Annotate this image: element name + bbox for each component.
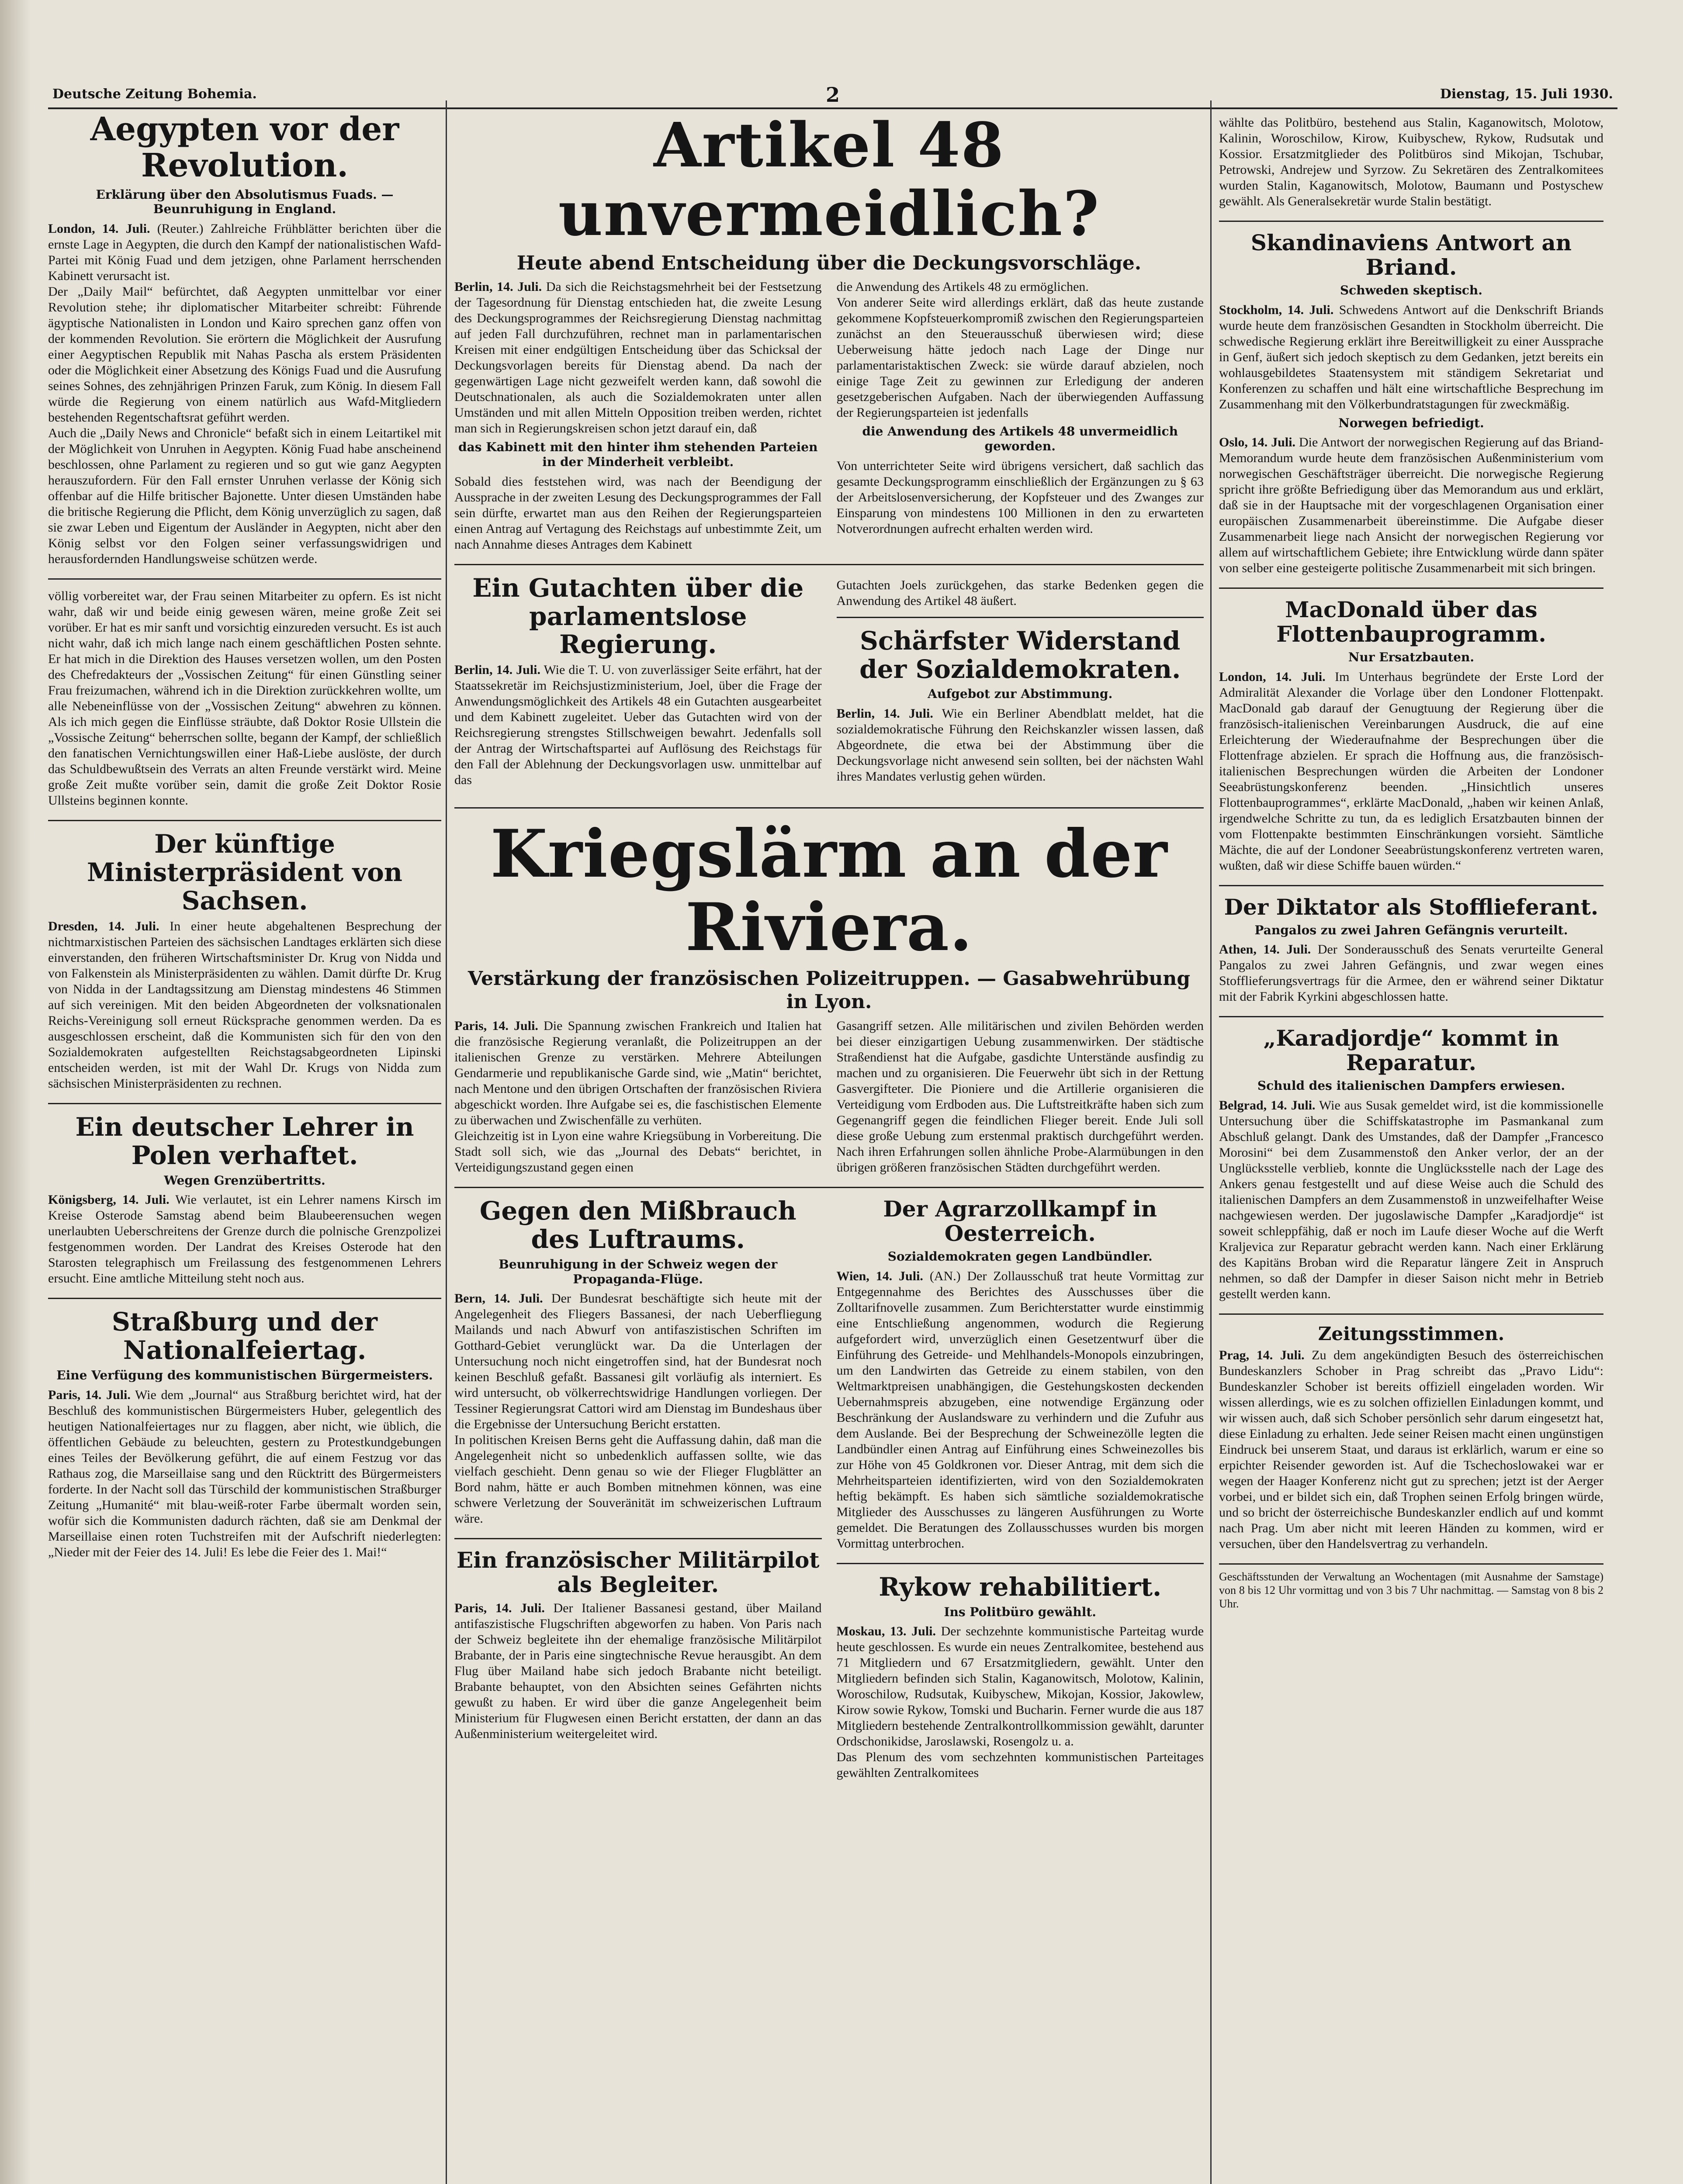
dateline: Berlin, 14. Juli. xyxy=(836,706,933,721)
paragraph: Der „Daily Mail“ befürchtet, daß Aegypten unmittelbar vor einer Revolution stehe; ihr diplomatischer Mitarbeiter schreibt: Führende ägyptische Nationalisten in London und Kairo sprechen ganz offen von der kommenden Revolution. Sie erörtern die Möglichkeit der Ausrufung einer Aegyptischen Republik mit Nahas Pascha als erstem Präsidenten oder die Möglichkeit einer Absetzung des Königs Fuad und die Ausrufung seines Sohnes, des zehnjährigen Prinzen Faruk, zum König. In diesem Fall würde die Regierung von einem natürlich aus Wafd-Mitgliedern bestehenden Regentschaftsrat geführt werden. xyxy=(48,284,441,425)
headline: Der Diktator als Stofflieferant. xyxy=(1224,894,1599,920)
headline: Zeitungsstimmen. xyxy=(1318,1323,1505,1344)
article-gutachten xyxy=(454,574,822,788)
paragraph: (Reuter.) Zahlreiche Frühblätter berichten über die ernste Lage in Aegypten, die durch den Kampf der nationalistischen Wafd-Partei mit König Fuad und dem jetzigen, ohne Parlament herrschenden Kabinett verursacht ist. xyxy=(48,221,441,283)
paragraph: Sobald dies feststehen wird, was nach der Beendigung der Aussprache in der zweiten Lesung des Deckungsprogrammes der Fall sein dürfte, erwartet man aus den Reihen der Regierungsparteien einen Antrag auf Vertagung des Reichstags auf unbestimmte Zeit, um nach Annahme dieses Antrages dem Kabinett xyxy=(454,474,822,552)
paragraph: (AN.) Der Zollausschuß trat heute Vormittag zur Entgegennahme des Berichtes des Ausschusses über die Zolltarifnovelle zusammen. Zum Berichterstatter wurde einstimmig eine Entschließung angenommen, wodurch die Regierung aufgefordert wird, unverzüglich einen Gesetzentwurf über die Einführung des Getreide- und Mehlhandels-Monopols einzubringen, um den Landwirten das Getreide zu einem stabilen, von den Weltmarktpreisen unabhängigen, die Gestehungskosten deckenden Uebernahmspreis abzugeben, eine notwendige Ergänzung oder Beschränkung der Auslandsware zu verhindern und die Zufuhr aus dem Auslande. Bei der Besprechung der Schweinezölle legten die Landbündler einen Antrag auf Einführung eines Schweinezolles bis zur Höhe von 45 Goldkronen vor. Dieser Antrag, mit dem sich die Mehrheitsparteien identifizierten, wird von den Sozialdemokraten heftig bekämpft. Es haben sich sämtliche sozialdemokratische Mitglieder des Ausschusses zu längeren Ausführungen zu Worte gemeldet. Die Beratungen des Zollausschusses wurden bis morgen Vormittag unterbrochen. xyxy=(836,1268,1204,1551)
paragraph: Wie dem „Journal“ aus Straßburg berichtet wird, hat der Beschluß des kommunistischen Bürgermeisters Huber, gelegentlich des heutigen Nationalfeiertages nur zu flaggen, aber nicht, wie üblich, die öffentlichen Gebäude zu beleuchten, gestern zu Protestkundgebungen eines Teiles der Bevölkerung geführt, die auf einem Festzug vor das Rathaus zog, die Marseillaise sang und den Rücktritt des Bürgermeisters forderte. In der Nacht soll das Türschild der kommunistischen Straßburger Zeitung „Humanité“ mit blau-weiß-roter Farbe übermalt worden sein, wofür sich die Kommunisten dadurch rächten, daß sie am Denkmal der Marseillaise einen roten Tuchstreifen mit der Aufschrift niederlegten: „Nieder mit der Feier des 14. Juli! Es lebe die Feier des 1. Mai!“ xyxy=(48,1387,441,1559)
paragraph: In einer heute abgehaltenen Besprechung der nichtmarxistischen Parteien des sächsischen Landtages erklärten sich diese einverstanden, den früheren Wirtschaftsminister Dr. Krug von Nidda und von Falkenstein als Ministerpräsidenten zu wählen. Damit dürfte Dr. Krug von Nidda in der Landtagssitzung am Dienstag mindestens 46 Stimmen auf sich vereinigen. Mit den beiden Abgeordneten der volksnationalen Reichs-Vereinigung soll erneut Rücksprache genommen werden. Da es ausgeschlossen erscheint, daß die Kommunisten sich für den von den Sozialdemokraten aufgestellten Reichstagsabgeordneten Lipinski entscheiden werden, ist mit der Wahl Dr. Krugs von Nidda zum sächsischen Ministerpräsidenten zu rechnen. xyxy=(48,919,441,1091)
paragraph: Der Italiener Bassanesi gestand, über Mailand antifaszistische Flugschriften abgeworfen zu haben. Von Paris nach der Schweiz begleitete ihn der ehemalige französische Militärpilot Brabante, der in Paris eine singtechnische Revue herausgibt. An dem Flug über Mailand habe sich jedoch Brabante nicht beteiligt. Brabante behauptet, von den Absichten seines Gefährten nichts gewußt zu haben. Er wird über die ganze Angelegenheit beim Ministerium für Flugwesen einen Bericht erstatten, der dann an das Außenministerium weitergeleitet wird. xyxy=(454,1601,822,1742)
article-zeitungsstimmen xyxy=(1219,1324,1603,1552)
divider xyxy=(454,1187,1204,1188)
subheadline: Erklärung über den Absolutismus Fuads. — Beunruhigung in England. xyxy=(96,187,394,217)
article-luftraum xyxy=(454,1197,822,1527)
article-riviera xyxy=(454,817,1204,1175)
page-edge-shadow xyxy=(0,0,31,2184)
headline: Straßburg und der Nationalfeiertag. xyxy=(111,1307,377,1365)
article-sozi xyxy=(837,574,1204,788)
paragraph: Der Sonderausschuß des Senats verurteilte General Pangalos zu zwei Jahren Gefängnis, und zwar wegen eines Stofflieferungsvertrags für die Armee, den er während seiner Diktatur mit der Fabrik Kyrkini abgeschlossen hatte. xyxy=(1219,942,1603,1004)
article-strassburg xyxy=(48,1308,441,1560)
divider xyxy=(837,617,1204,618)
paragraph: Gasangriff setzen. Alle militärischen und zivilen Behörden werden bei dieser einzigartigen Uebung zusammenwirken. Der städtische Straßendienst hat die Aufgabe, gasdichte Unterstände ausfindig zu machen und zu organisieren. Die Feuerwehr übt sich in der Rettung Gasvergifteter. Die Pioniere und die Artillerie organisieren die Verteidigung vom Erdboden aus. Die Luftstreitkräfte haben sich zum Gegenangriff gegen die feindlichen Flieger bereit. Ende Juli soll diese große Uebung zum erstenmal praktisch durchgeführt werden. Nach ihren Erfahrungen sollen ähnliche Probe-Alarmübungen in den übrigen größeren französischen Städten durchgeführt werden. xyxy=(836,1019,1204,1175)
paper-name: Deutsche Zeitung Bohemia. xyxy=(52,86,257,102)
paragraph: Wie die T. U. von zuverlässiger Seite erfährt, hat der Staatssekretär im Reichsjustizministerium, Joel, über die Frage der Anwendungsmöglichkeit des Artikels 48 ein Gutachten ausgearbeitet und dem Kabinett zugeleitet. Ueber das Gutachten wird von der Reichsregierung strengstes Stillschweigen bewahrt. Jedenfalls soll der Antrag der Wirtschaftspartei auf Auflösung des Reichstags für den Fall der Ablehnung der Deckungsvorlagen usw. unmittelbar auf das xyxy=(454,663,822,788)
subheadline: Nur Ersatzbauten. xyxy=(1348,650,1475,665)
headline: Ein französischer Militärpilot als Begleiter. xyxy=(457,1547,820,1598)
dateline: Berlin, 14. Juli. xyxy=(454,280,542,294)
article-militaerpilot xyxy=(454,1548,822,1742)
subheadline: Verstärkung der französischen Polizeitruppen. — Gasabwehrübung in Lyon. xyxy=(468,968,1191,1013)
article-sachsen xyxy=(48,830,441,1092)
headline: Gegen den Mißbrauch des Luftraums. xyxy=(479,1196,796,1254)
headline: „Karadjordje“ kommt in Reparatur. xyxy=(1263,1025,1559,1076)
article-rykow xyxy=(837,1573,1204,1781)
divider xyxy=(837,1563,1204,1564)
article-diktator xyxy=(1219,895,1603,1005)
subheadline: Sozialdemokraten gegen Landbündler. xyxy=(887,1249,1153,1264)
bold-statement: die Anwendung des Artikels 48 unvermeidlich geworden. xyxy=(862,424,1178,453)
headline: Ein Gutachten über die parlamentslose Regierung. xyxy=(472,573,804,660)
column-rule xyxy=(446,100,447,2184)
paragraph: Da sich die Reichstagsmehrheit bei der Festsetzung der Tagesordnung für Dienstag entschieden hat, die zweite Lesung des Deckungsprogrammes der Reichsregierung Dienstag nachmittag auf jeden Fall durchzuführen, rechnet man in parlamentarischen Kreisen mit einer endgültigen Entscheidung über das Schicksal der Deckungsvorlagen bereits für Dienstag abend. Da nach der gegenwärtigen Lage nicht gezweifelt werden kann, daß sowohl die Deutschnationalen, als auch die Sozialdemokraten unter allen Umständen und mit allen Mitteln Opposition treiben werden, richtet man sich in Regierungskreisen schon jetzt darauf ein, daß xyxy=(454,280,822,436)
subheadline: Beunruhigung in der Schweiz wegen der Propaganda-Flüge. xyxy=(499,1257,778,1286)
dateline: Berlin, 14. Juli. xyxy=(454,663,540,677)
subheadline: Wegen Grenzübertritts. xyxy=(164,1173,326,1188)
paragraph: Von unterrichteter Seite wird übrigens versichert, daß sachlich das gesamte Deckungsprogramm einschließlich der Ergänzungen zu § 63 der Arbeitslosenversicherung, der Kopfsteuer und des Zwanges zur Einsparung von mindestens 100 Millionen in den zu erwarteten Notverordnungen aufrecht erhalten werden wird. xyxy=(836,458,1204,536)
headline: Aegypten vor der Revolution. xyxy=(90,111,399,184)
headline: Schärfster Widerstand der Sozialdemokraten. xyxy=(859,625,1181,684)
subheadline: Heute abend Entscheidung über die Deckungsvorschläge. xyxy=(516,252,1142,274)
column-right xyxy=(1219,111,1603,2184)
divider xyxy=(48,578,441,580)
headline: MacDonald über das Flottenbauprogramm. xyxy=(1276,597,1546,647)
dateline: Bern, 14. Juli. xyxy=(454,1291,543,1306)
divider xyxy=(48,1103,441,1104)
paragraph: Die Spannung zwischen Frankreich und Italien hat die französische Regierung veranlaßt, die Polizeitruppen an der italienischen Grenze zu verstärken. Mehrere Abteilungen Gendarmerie und republikanische Garde sind, wie „Matin“ berichtet, nach Mentone und den übrigen Ortschaften der französischen Riviera abgeschickt worden. Ihre Aufgabe sei es, die faschistischen Elemente zu überwachen und Zwischenfälle zu verhüten. xyxy=(454,1019,822,1128)
dateline: Moskau, 13. Juli. xyxy=(836,1624,936,1639)
dateline: London, 14. Juli. xyxy=(1219,669,1326,684)
column-center xyxy=(454,111,1204,2184)
divider xyxy=(1219,1313,1603,1315)
paragraph: Wie ein Berliner Abendblatt meldet, hat die sozialdemokratische Führung den Reichskanzler wissen lassen, daß Abgeordnete, die etwa bei der Abstimmung über die Deckungsvorlage nicht anwesend sein sollten, bei der nächsten Wahl ihres Mandates verlustig gehen würden. xyxy=(836,706,1204,784)
paragraph: Gutachten Joels zurückgehen, das starke Bedenken gegen die Anwendung des Artikel 48 äußert. xyxy=(836,577,1204,608)
subheadline: Pangalos zu zwei Jahren Gefängnis verurteilt. xyxy=(1254,923,1568,937)
paragraph: Auch die „Daily News and Chronicle“ befaßt sich in einem Leitartikel mit der Möglichkeit von Unruhen in Aegypten. König Fuad habe anscheinend beschlossen, ohne Parlament zu regieren und so gut wie ganz Aegypten herauszufordern. Für den Fall ernster Unruhen verlasse der König sich offenbar auf die Hilfe britischer Bajonette. Unter diesen Umständen habe die britische Regierung die Pflicht, dem König unverzüglich zu sagen, daß sie zwar Leben und Eigentum der Ausländer in Aegypten, nicht aber den König selbst vor den Folgen seiner verfassungswidrigen und herausfordernden Handlungsweise schützen werde. xyxy=(48,425,441,566)
divider xyxy=(1219,221,1603,222)
column-left xyxy=(48,111,441,2184)
dateline: Paris, 14. Juli. xyxy=(48,1387,131,1402)
paragraph: Der sechzehnte kommunistische Parteitag wurde heute geschlossen. Es wurde ein neues Zentralkomitee, bestehend aus 71 Mitgliedern und 67 Ersatzmitgliedern, gewählt. Unter den Mitgliedern befinden sich Stalin, Kaganowitsch, Molotow, Kalinin, Woroschilow, Rudsutak, Kuibyschew, Mikojan, Kossior, Jakowlew, Kirow sowie Rykow, Tomski und Bucharin. Ferner wurde die aus 187 Mitgliedern bestehende Zentralkontrollkommission gewählt, darunter Ordschonikidse, Jaroslawski, Rosengolz u. a. xyxy=(836,1624,1204,1749)
bold-statement: das Kabinett mit den hinter ihm stehenden Parteien in der Minderheit verbleibt. xyxy=(458,440,818,469)
divider xyxy=(454,564,1204,565)
row-lower-center xyxy=(454,1197,1204,1792)
article-politbuero-continuation xyxy=(1219,115,1603,209)
dateline: Prag, 14. Juli. xyxy=(1219,1348,1305,1362)
page-header xyxy=(48,83,1617,109)
paragraph: Das Plenum des vom sechzehnten kommunistischen Parteitages gewählten Zentralkomitees xyxy=(836,1750,1204,1780)
subheadline: Ins Politbüro gewählt. xyxy=(944,1604,1097,1619)
divider xyxy=(454,807,1204,809)
divider xyxy=(48,820,441,821)
paragraph: Zu dem angekündigten Besuch des österreichischen Bundeskanzlers Schober in Prag schreibt das „Pravo Lidu“: Bundeskanzler Schober ist bereits offiziell eingeladen worden. Wir wissen allerdings, wie es zu solchen offiziellen Einladungen kommt, und wir wissen auch, daß sich Schober persönlich sehr darum eingesetzt hat, diese Einladung zu erhalten. Jede seiner Reisen macht einen ungünstigen Eindruck bei unserem Staat, und daraus ist erklärlich, warum er eine so erpichter Reisender geworden ist. Auf die Tschechoslowakei war er wegen der Haager Konferenz nicht gut zu sprechen; jetzt ist der Aerger vorbei, und er bildet sich ein, daß Trophen seinen Erfolg bringen würde, und so bricht der österreichische Bundeskanzler endlich auf und kommt nach Prag. Um aber nicht mit leeren Händen zu kommen, wird er versuchen, über den Handelsvertrag zu verhandeln. xyxy=(1219,1348,1603,1551)
office-hours-note: Geschäftsstunden der Verwaltung an Wochentagen (mit Ausnahme der Samstage) von 8 bis 12 Uhr vormittag und von 3 bis 7 Uhr nachmittag. — Samstag von 8 bis 2 Uhr. xyxy=(1219,1563,1603,1611)
paragraph: Schwedens Antwort auf die Denkschrift Briands wurde heute dem französischen Gesandten in Stockholm überreicht. Die schwedische Regierung erklärt ihre Bereitwilligkeit zu einer Aussprache in Genf, äußert sich jedoch skeptisch zu dem Gedanken, jetzt bereits ein wohlausgebildetes Staatensystem mit ständigem Sekretariat und Konferenzen zu schaffen und hält eine wirtschaftliche Besprechung im Zusammenhang mit den Völkerbundratstagungen für zweckmäßig. xyxy=(1219,302,1603,411)
column-rule xyxy=(1210,100,1212,2184)
dateline: London, 14. Juli. xyxy=(48,221,150,236)
paragraph: Der Bundesrat beschäftigte sich heute mit der Angelegenheit des Fliegers Bassanesi, der nach Ueberfliegung Mailands und nach Abwurf von antifaszistischen Schriften im Gotthard-Gebiet verunglückt war. Da die Unterlagen der Untersuchung noch nicht eingetroffen sind, hat der Bundesrat noch keinen Beschluß gefaßt. Bassanesi gilt vorläufig als interniert. Es wird untersucht, ob völkerrechtswidrige Handlungen vorliegen. Der Tessiner Regierungsrat Cattori wird am Dienstag im Bundeshaus über die Ergebnisse der Untersuchung Bericht erstatten. xyxy=(454,1291,822,1432)
dateline: Stockholm, 14. Juli. xyxy=(1219,302,1334,317)
divider xyxy=(1219,885,1603,886)
article-story-continuation xyxy=(48,588,441,809)
paragraph: wählte das Politbüro, bestehend aus Stalin, Kaganowitsch, Molotow, Kalinin, Woroschilow, Kirow, Kuibyschew, Rykow, Rudsutak und Kossior. Ersatzmitglieder des Politbüros sind Mikojan, Tschubar, Petrowski, Andrejew und Syrzow. Zu Sekretären des Zentralkomitees wurden Stalin, Kaganowitsch, Molotow, Baumann und Postyschew gewählt. Als Generalsekretär wurde Stalin bestätigt. xyxy=(1219,115,1603,208)
article-aegypten xyxy=(48,111,441,567)
article-agrarzoll xyxy=(837,1197,1204,1552)
dateline: Wien, 14. Juli. xyxy=(836,1268,923,1283)
article-macdonald xyxy=(1219,598,1603,874)
dateline: Paris, 14. Juli. xyxy=(454,1601,545,1616)
headline: Rykow rehabilitiert. xyxy=(879,1572,1162,1602)
subheadline: Schuld des italienischen Dampfers erwiesen. xyxy=(1257,1078,1565,1093)
dateline: Belgrad, 14. Juli. xyxy=(1219,1098,1316,1113)
subheadline: Norwegen befriedigt. xyxy=(1338,415,1484,430)
dateline: Oslo, 14. Juli. xyxy=(1219,435,1296,450)
subheadline: Schweden skeptisch. xyxy=(1340,283,1483,297)
divider xyxy=(48,1298,441,1299)
headline: Kriegslärm an der Riviera. xyxy=(490,816,1168,966)
article-artikel48 xyxy=(454,111,1204,553)
article-skandinavien xyxy=(1219,231,1603,576)
headline: Artikel 48 unvermeidlich? xyxy=(558,111,1100,250)
dateline: Dresden, 14. Juli. xyxy=(48,919,159,933)
page-number: 2 xyxy=(825,83,840,107)
divider xyxy=(1219,587,1603,589)
article-lehrer xyxy=(48,1113,441,1287)
paragraph: Wie verlautet, ist ein Lehrer namens Kirsch im Kreise Osterode Samstag abend beim Blaubeerensuchen wegen unerlaubten Ueberschreitens der Grenze durch die polnische Grenzpolizei festgenommen worden. Der Landrat des Kreises Osterode hat den Starosten telegraphisch um Freilassung des festgenommenen Lehrers ersucht. Eine amtliche Mitteilung steht noch aus. xyxy=(48,1192,441,1286)
paragraph: Von anderer Seite wird allerdings erklärt, daß das heute zustande gekommene Kopfsteuerkompromiß zwischen den Regierungsparteien zunächst an den Steuerausschuß überwiesen wird; diese Ueberweisung hätte jedoch nach Lage der Dinge nur parlamentaristaktischen Zweck: sie würde darauf abzielen, noch einige Tage Zeit zu gewinnen zur Erledigung der anderen gesetzgeberischen Aufgaben. Nach der überwiegenden Auffassung der Regierungsparteien ist jedenfalls xyxy=(836,295,1204,420)
headline: Ein deutscher Lehrer in Polen verhaftet. xyxy=(75,1112,414,1170)
divider xyxy=(1219,1016,1603,1017)
article-body xyxy=(48,221,441,567)
dateline: Paris, 14. Juli. xyxy=(454,1019,538,1033)
paragraph: Gleichzeitig ist in Lyon eine wahre Kriegsübung in Vorbereitung. Die Stadt soll sich, wie das „Journal des Debats“ berichtet, in Verteidigungszustand gegen einen xyxy=(454,1129,822,1175)
paragraph: völlig vorbereitet war, der Frau seinen Mitarbeiter zu opfern. Es ist nicht wahr, daß wir und beide einig gewesen wären, meine große Zeit sei vorüber. Er hat es mir sanft und vorsichtig einzureden versucht. Es ist auch nicht wahr, daß ich mich lange nach einem geschäftlichen Posten sehnte. Er hat mich in die Direktion des Hauses versetzen wollen, um den Posten des Chefredakteurs der „Vossischen Zeitung“ für einen Günstling seiner Frau freizumachen, während ich in die Direktion zurückkehren wollte, um alle Nebeneinflüsse von der „Vossischen Zeitung“ abwehren zu können. Als ich mich gegen die Einflüsse sträubte, daß Doktor Rosie Ullstein die „Vossische Zeitung“ beherrschen sollte, begann der Kampf, der schließlich den fanatischen Vernichtungswillen einer Haß-Liebe auslöste, der durch das Schuldbewußtsein des Verrats an alten Freunde verstärkt wird. Meine große Zeit mußte vorüber sein, damit die große Zeit Doktor Rosie Ullsteins beginnen konnte. xyxy=(48,588,441,808)
dateline: Königsberg, 14. Juli. xyxy=(48,1192,170,1207)
article-karadjordje xyxy=(1219,1026,1603,1302)
divider xyxy=(454,1538,822,1539)
dateline: Athen, 14. Juli. xyxy=(1219,942,1311,957)
paragraph: Die Antwort der norwegischen Regierung auf das Briand-Memorandum wurde heute dem französischen Außenministerium vom norwegischen Geschäftsträger überreicht. Die norwegische Regierung spricht ihre größte Befriedigung über das Memorandum aus und erklärt, daß sie in der Hauptsache mit der vorgeschlagenen Organisation einer europäischen Zusammenarbeit übereinstimme. Die Aufgabe dieser Zusammenarbeit liege nach Ansicht der norwegischen Regierung vor allem auf wirtschaftlichem Gebiete; ihre Entwicklung würde dann später von selber eine gesteigerte politische Zusammenarbeit mit sich bringen. xyxy=(1219,435,1603,576)
subheadline: Aufgebot zur Abstimmung. xyxy=(928,687,1113,702)
row-gutachten-sozi xyxy=(454,574,1204,800)
paragraph: die Anwendung des Artikels 48 zu ermöglichen. xyxy=(836,280,1089,294)
headline: Der künftige Ministerpräsident von Sachsen. xyxy=(87,829,402,916)
paragraph: In politischen Kreisen Berns geht die Auffassung dahin, daß man die Angelegenheit nicht so unbedenklich auffassen sollte, wie das vielfach geschieht. Denn genau so wie der Flieger Flugblätter an Bord nahm, hätte er auch Bomben mitnehmen können, was eine schwere Verletzung der Souveränität im schweizerischen Luftraum wäre. xyxy=(454,1433,822,1526)
headline: Skandinaviens Antwort an Briand. xyxy=(1250,230,1572,280)
paragraph: Wie aus Susak gemeldet wird, ist die kommissionelle Untersuchung über die Schiffskatastrophe im Pasmankanal zum Abschluß gelangt. Dank des Umstandes, daß der Dampfer „Francesco Morosini“ bei dem Zusammenstoß den Anker verlor, der an der Unglücksstelle verblieb, konnte die Unglücksstelle nach der Lage des Ankers genau festgestellt und auf diese Weise auch die Schuld des italienischen Dampfers an dem Zusammenstoß in unzweifelhafter Weise nachgewiesen werden. Der jugoslawische Dampfer „Karadjordje“ ist soweit schleppfähig, daß er noch im Laufe dieser Woche auf die Werft Kraljevica zur Reparatur gebracht werden kann. Nach einer Erklärung des Kapitäns Broban wird die Reparatur längere Zeit in Anspruch nehmen, so daß der Dampfer in dieser Saison nicht mehr in Betrieb gestellt werden kann. xyxy=(1219,1098,1603,1301)
paragraph: Im Unterhaus begründete der Erste Lord der Admiralität Alexander die Vorlage über den Londoner Flottenpakt. MacDonald gab darauf der Genugtuung der Regierung über die französisch-italienischen Vereinbarungen Ausdruck, die auf eine Erleichterung der Wiederaufnahme der Besprechungen über die Flottenfrage abzielen. Er sprach die Hoffnung aus, die französisch-italienischen Besprechungen würden die Arbeiten der Londoner Seeabrüstungskonferenz beenden. „Hinsichtlich unseres Flottenbauprogrammes“, erklärte MacDonald, „haben wir keinen Anlaß, irgendwelche Schritte zu tun, da es lediglich Ersatzbauten binnen der vom Flottenpakte bestimmten Einschränkungen vorsieht. Sämtliche Mächte, die auf der Londoner Seeabrüstungskonferenz vertreten waren, wußten, daß wir diese Schiffe bauen würden.“ xyxy=(1219,669,1603,873)
headline: Der Agrarzollkampf in Oesterreich. xyxy=(883,1196,1157,1247)
issue-date: Dienstag, 15. Juli 1930. xyxy=(1440,86,1613,102)
subheadline: Eine Verfügung des kommunistischen Bürgermeisters. xyxy=(56,1368,433,1383)
